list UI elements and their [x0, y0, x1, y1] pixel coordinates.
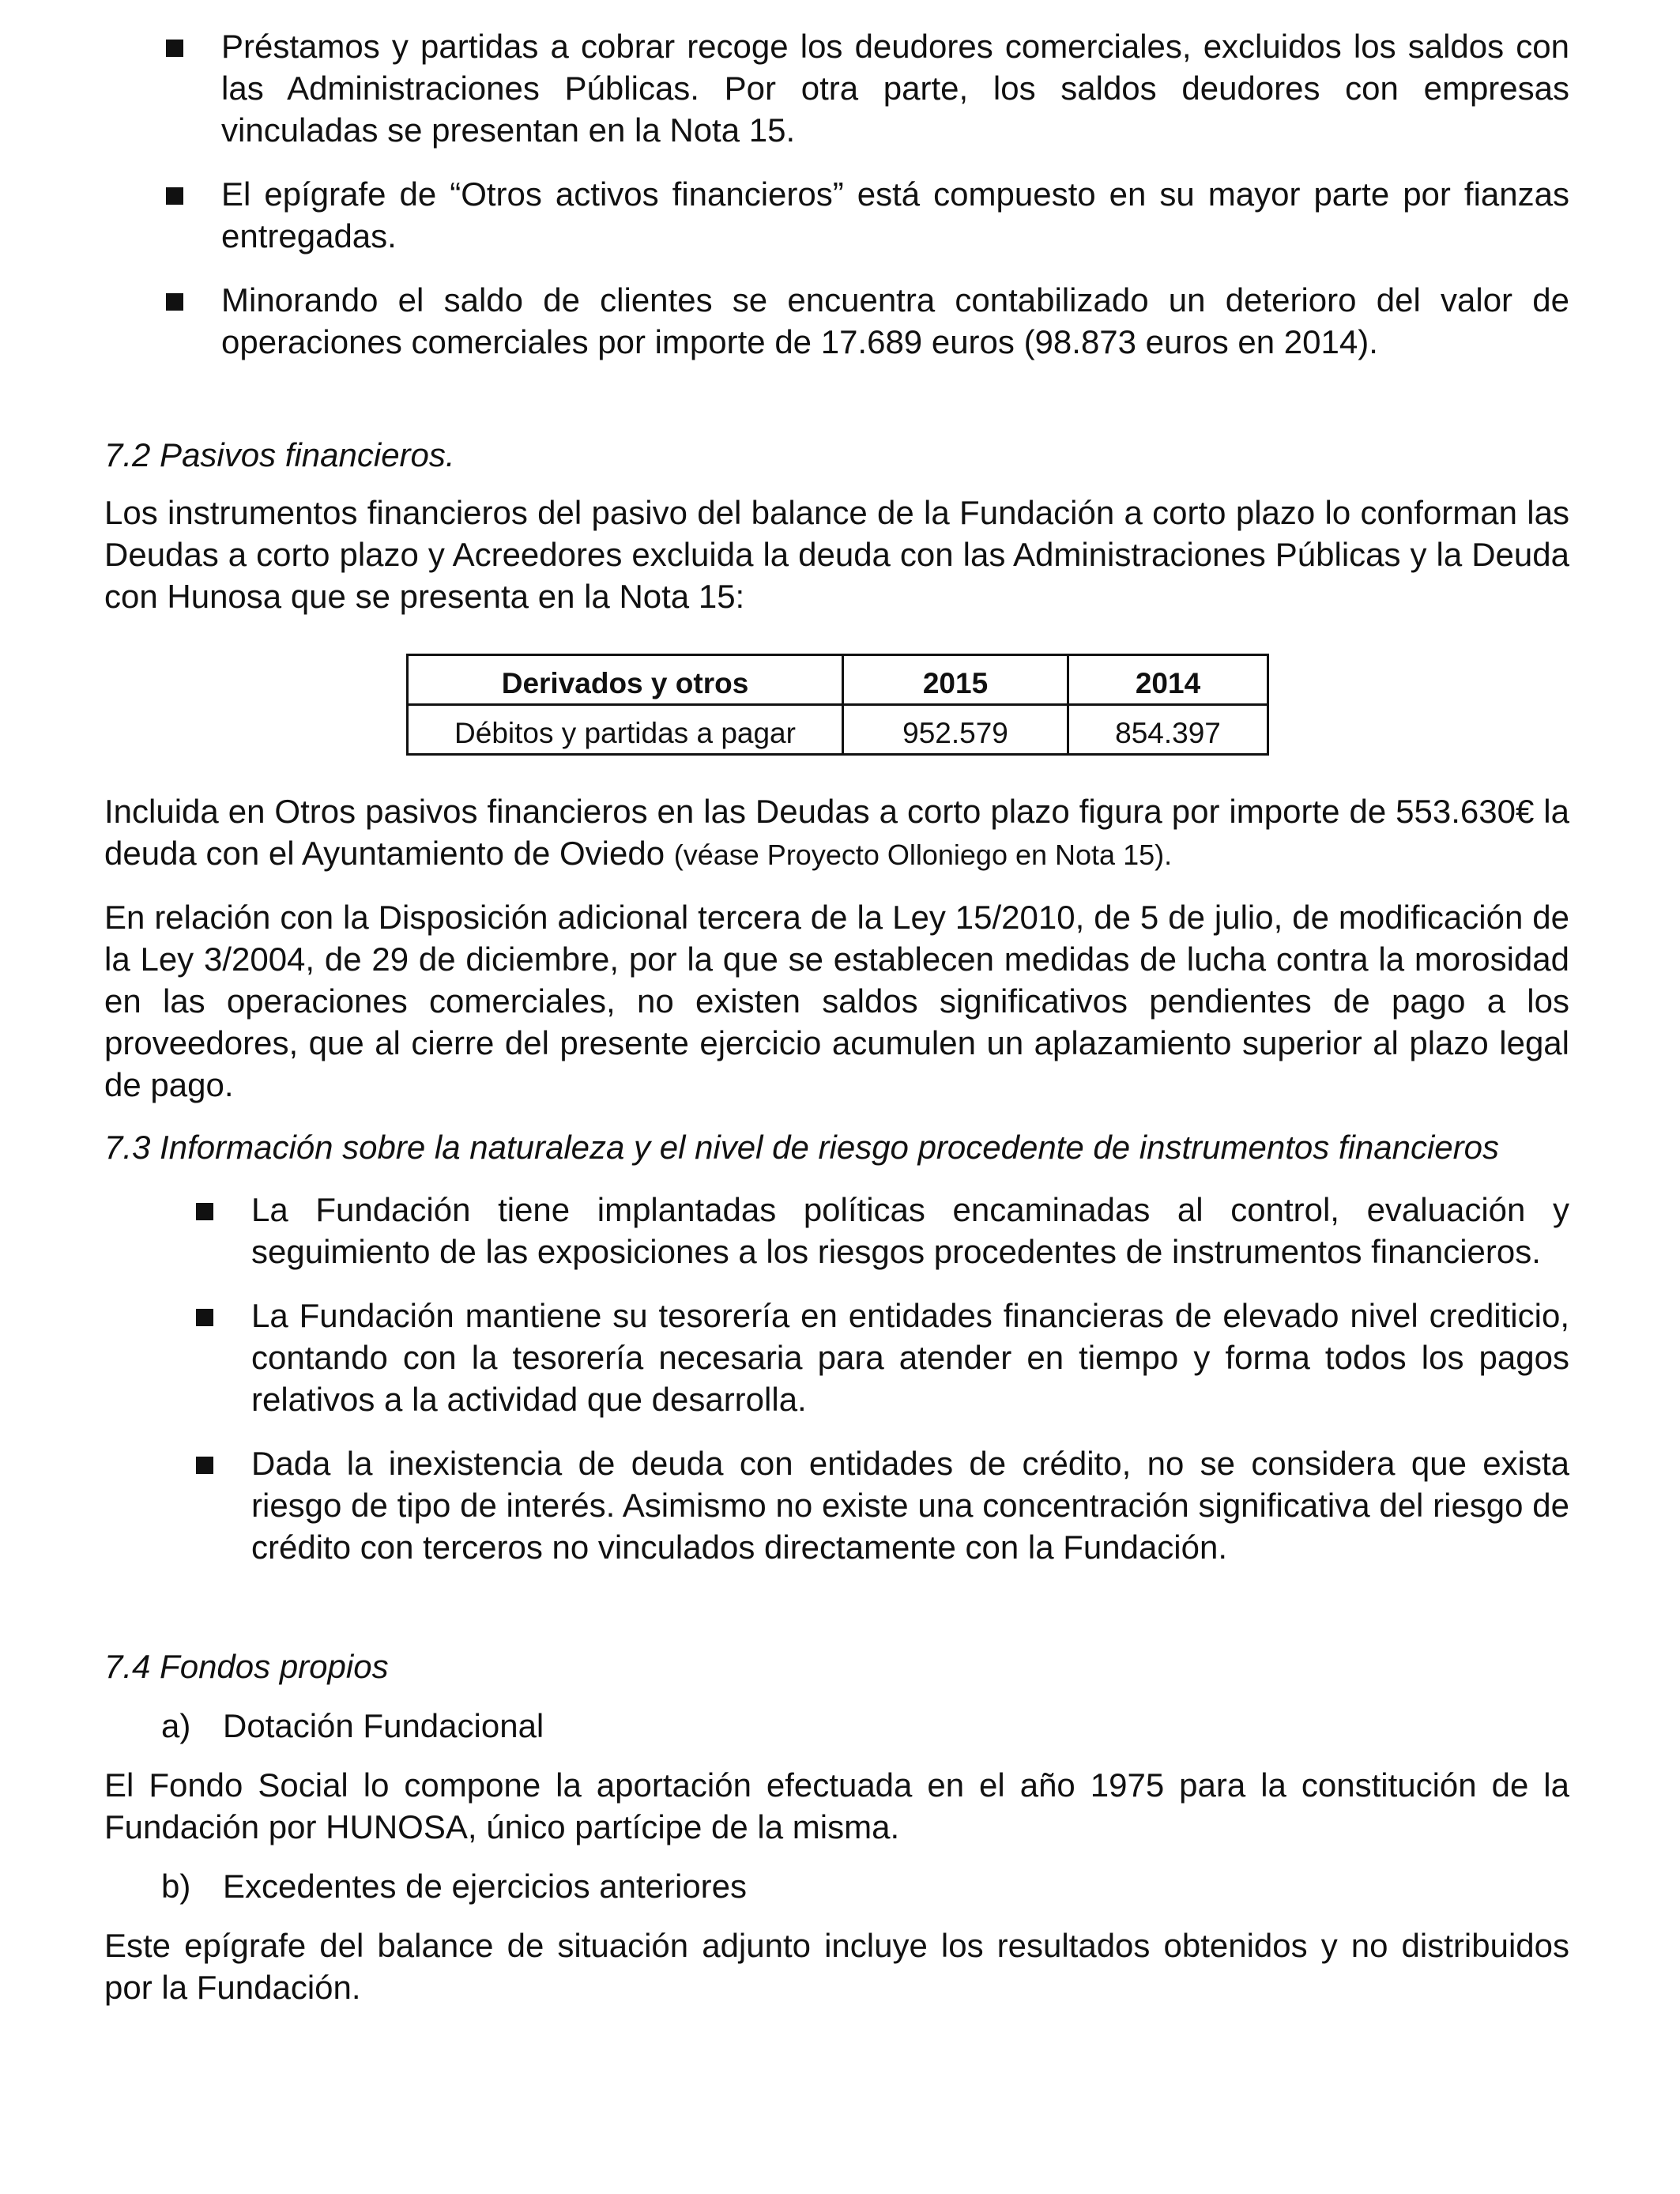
bullet-text: Dada la inexistencia de deuda con entidades de crédito, no se considera que exista riesgo de tipo de interés. Asimismo no existe una concentración significativa del riesgo de crédito con terceros no vinculados directamente con la Fundación.: [251, 1445, 1569, 1566]
subsection-letter: a): [161, 1707, 191, 1744]
section-7-2-paragraph-2: En relación con la Disposición adicional tercera de la Ley 15/2010, de 5 de julio, de modificación de la Ley 3/2004, de 29 de diciembre, por la que se establecen medidas de lucha contra la morosidad en las operaciones comerciales, no existen saldos significativos pendientes de pago a los proveedores, que al cierre del presente ejercicio acumulen un aplazamiento superior al plazo legal de pago.: [104, 899, 1569, 1103]
table-cell: 854.397: [1068, 705, 1268, 755]
square-bullet-icon: [166, 293, 183, 311]
financial-liabilities-table: [406, 654, 1269, 756]
square-bullet-icon: [196, 1309, 213, 1326]
paragraph-text: Incluida en Otros pasivos financieros en las Deudas a corto plazo figura por importe de 553.630€ la deuda con el Ayuntamiento de Oviedo: [104, 793, 1569, 872]
section-heading-7-2: 7.2 Pasivos financieros.: [104, 436, 455, 473]
square-bullet-icon: [196, 1457, 213, 1474]
list-item: [104, 279, 1569, 363]
bullet-text: Préstamos y partidas a cobrar recoge los deudores comerciales, excluidos los saldos con las Administraciones Públicas. Por otra parte, los saldos deudores con empresas vinculadas se presentan en la Nota 15.: [221, 28, 1569, 149]
section-7-2-intro: Los instrumentos financieros del pasivo del balance de la Fundación a corto plazo lo conforman las Deudas a corto plazo y Acreedores excluida la deuda con las Administraciones Públicas y la Deuda con Hunosa que se presenta en la Nota 15:: [104, 494, 1569, 615]
paragraph-note: (véase Proyecto Olloniego en Nota 15).: [673, 839, 1173, 871]
list-item: [104, 1189, 1569, 1272]
bullet-text: La Fundación tiene implantadas políticas encaminadas al control, evaluación y seguimiento de las exposiciones a los riesgos procedentes de instrumentos financieros.: [251, 1191, 1569, 1270]
table-cell: Débitos y partidas a pagar: [408, 705, 843, 755]
table-cell: 952.579: [843, 705, 1068, 755]
list-item: [104, 25, 1569, 151]
subsection-a-text: El Fondo Social lo compone la aportación efectuada en el año 1975 para la constitución de la Fundación por HUNOSA, único partícipe de la misma.: [104, 1766, 1569, 1845]
bullet-text: Minorando el saldo de clientes se encuentra contabilizado un deterioro del valor de operaciones comerciales por importe de 17.689 euros (98.873 euros en 2014).: [221, 281, 1569, 360]
square-bullet-icon: [166, 187, 183, 205]
section-7-2-paragraph-1: [104, 790, 1569, 876]
table-header-row: [408, 655, 1268, 705]
risk-bullet-list: [104, 1189, 1569, 1568]
square-bullet-icon: [166, 40, 183, 57]
subsection-title: Excedentes de ejercicios anteriores: [223, 1868, 748, 1905]
column-header: 2014: [1068, 655, 1268, 705]
column-header: Derivados y otros: [408, 655, 843, 705]
subsection-b-text: Este epígrafe del balance de situación adjunto incluye los resultados obtenidos y no distribuidos por la Fundación.: [104, 1927, 1569, 2006]
list-item: [104, 1295, 1569, 1420]
subsection-a-title: [104, 1705, 1569, 1747]
column-header: 2015: [843, 655, 1068, 705]
bullet-text: El epígrafe de “Otros activos financieros” está compuesto en su mayor parte por fianzas entregadas.: [221, 175, 1569, 254]
table-row: [408, 705, 1268, 755]
subsection-b-title: [104, 1865, 1569, 1907]
square-bullet-icon: [196, 1203, 213, 1220]
list-item: [104, 1442, 1569, 1568]
document-page: [104, 25, 1569, 2008]
section-heading-7-3: 7.3 Información sobre la naturaleza y el nivel de riesgo procedente de instrumentos financieros: [104, 1129, 1500, 1166]
subsection-letter: b): [161, 1868, 191, 1905]
section-heading-7-4: 7.4 Fondos propios: [104, 1648, 389, 1685]
list-item: [104, 173, 1569, 257]
subsection-title: Dotación Fundacional: [223, 1707, 544, 1744]
top-bullet-list: [104, 25, 1569, 363]
bullet-text: La Fundación mantiene su tesorería en entidades financieras de elevado nivel crediticio, contando con la tesorería necesaria para atender en tiempo y forma todos los pagos relativos a la actividad que desarrolla.: [251, 1297, 1569, 1418]
